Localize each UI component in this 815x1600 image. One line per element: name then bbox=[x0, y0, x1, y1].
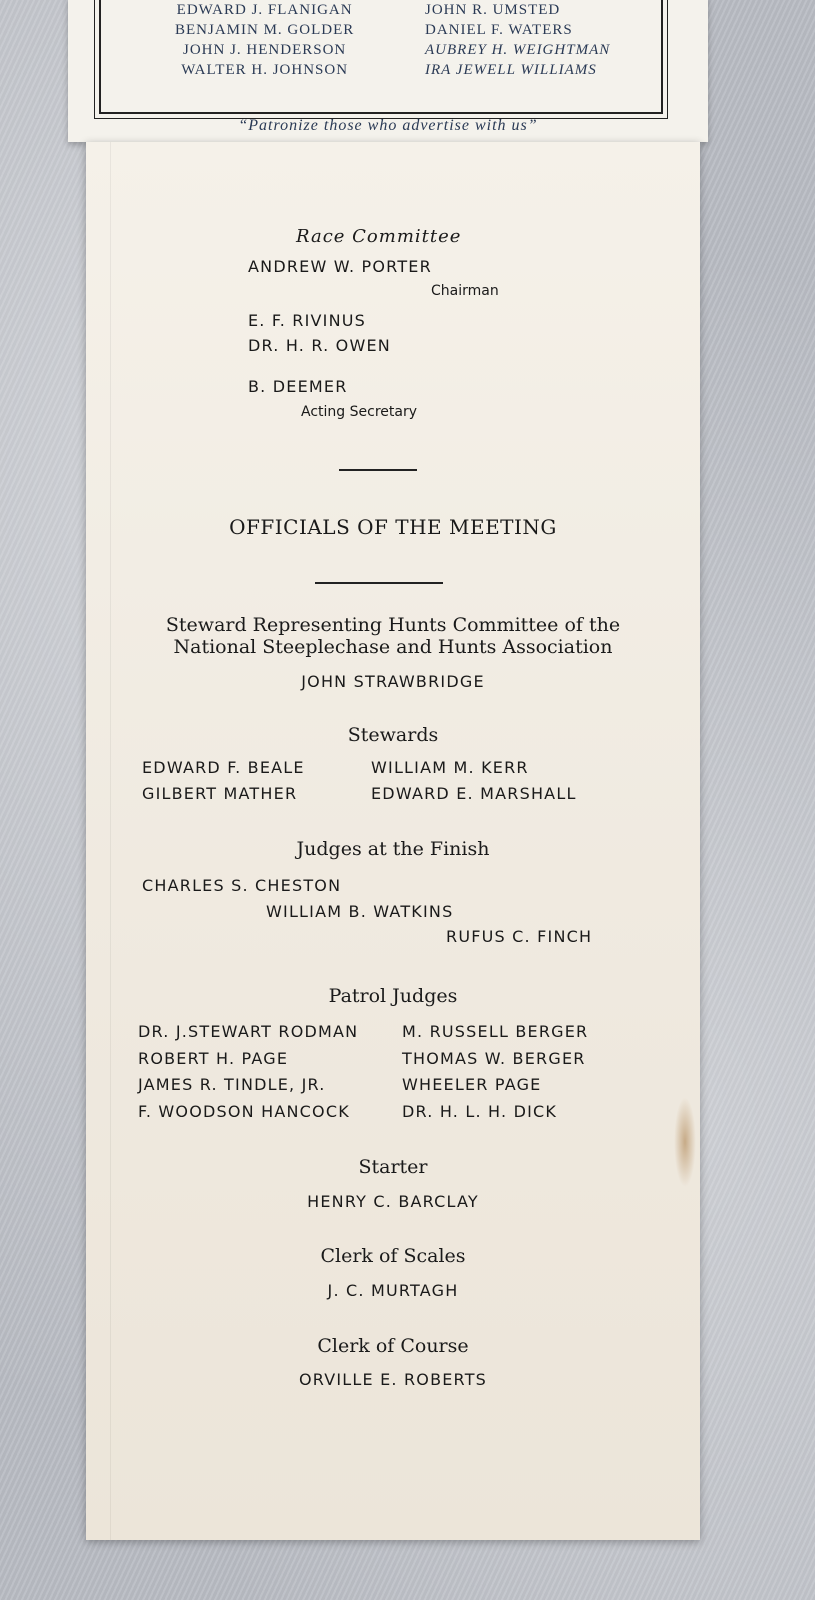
flap-name: AUBREY H. WEIGHTMAN bbox=[425, 42, 611, 58]
patrol-judge-name: DR. H. L. H. DICK bbox=[402, 1102, 558, 1121]
secretary-name: B. DEEMER bbox=[248, 377, 348, 396]
steward-rep-name: JOHN STRAWBRIDGE bbox=[301, 672, 485, 691]
starter-name: HENRY C. BARCLAY bbox=[307, 1192, 479, 1211]
steward-rep-heading: National Steeplechase and Hunts Association bbox=[173, 636, 613, 658]
chairman-name: ANDREW W. PORTER bbox=[248, 257, 432, 276]
patrol-judge-name: ROBERT H. PAGE bbox=[138, 1049, 289, 1068]
steward-name: EDWARD E. MARSHALL bbox=[371, 784, 577, 803]
patrol-judge-name: THOMAS W. BERGER bbox=[402, 1049, 586, 1068]
judges-heading: Judges at the Finish bbox=[296, 838, 490, 860]
patrol-judge-name: DR. J.STEWART RODMAN bbox=[138, 1022, 359, 1041]
steward-name: EDWARD F. BEALE bbox=[142, 758, 305, 777]
committee-member: DR. H. R. OWEN bbox=[248, 336, 391, 355]
flap-name: IRA JEWELL WILLIAMS bbox=[425, 62, 597, 78]
patrol-judge-name: WHEELER PAGE bbox=[402, 1075, 542, 1094]
flap-name: BENJAMIN M. GOLDER bbox=[175, 22, 355, 38]
clerk-scales-name: J. C. MURTAGH bbox=[327, 1281, 459, 1300]
steward-name: WILLIAM M. KERR bbox=[371, 758, 529, 777]
flap-border bbox=[94, 0, 668, 119]
race-committee-heading: Race Committee bbox=[296, 226, 462, 247]
patrol-judges-heading: Patrol Judges bbox=[328, 985, 458, 1007]
chairman-title: Chairman bbox=[431, 283, 499, 299]
flap-name: EDWARD J. FLANIGAN bbox=[176, 2, 353, 18]
flap-name: DANIEL F. WATERS bbox=[425, 22, 573, 38]
stewards-heading: Stewards bbox=[347, 724, 439, 746]
patrol-judge-name: M. RUSSELL BERGER bbox=[402, 1022, 589, 1041]
divider-rule bbox=[315, 582, 443, 584]
top-flap bbox=[68, 0, 708, 142]
steward-name: GILBERT MATHER bbox=[142, 784, 298, 803]
judge-name: RUFUS C. FINCH bbox=[446, 927, 593, 946]
judge-name: WILLIAM B. WATKINS bbox=[266, 902, 454, 921]
clerk-course-heading: Clerk of Course bbox=[317, 1335, 469, 1357]
flap-name: JOHN J. HENDERSON bbox=[182, 42, 347, 58]
starter-heading: Starter bbox=[358, 1156, 428, 1178]
clerk-scales-heading: Clerk of Scales bbox=[320, 1245, 466, 1267]
secretary-title: Acting Secretary bbox=[301, 404, 417, 420]
clerk-course-name: ORVILLE E. ROBERTS bbox=[298, 1370, 488, 1389]
divider-rule bbox=[339, 469, 417, 471]
patrol-judge-name: F. WOODSON HANCOCK bbox=[138, 1102, 350, 1121]
flap-names-right bbox=[425, 0, 610, 80]
flap-tagline: “Patronize those who advertise with us” bbox=[238, 117, 538, 134]
flap-names-left bbox=[175, 0, 354, 80]
program-page bbox=[86, 142, 700, 1540]
flap-name: JOHN R. UMSTED bbox=[425, 2, 561, 18]
flap-name: WALTER H. JOHNSON bbox=[181, 62, 349, 78]
officials-heading: OFFICIALS OF THE MEETING bbox=[229, 515, 557, 539]
committee-member: E. F. RIVINUS bbox=[248, 311, 367, 330]
steward-rep-heading: Steward Representing Hunts Committee of the bbox=[165, 614, 621, 636]
patrol-judge-name: JAMES R. TINDLE, JR. bbox=[138, 1075, 326, 1094]
judge-name: CHARLES S. CHESTON bbox=[142, 876, 342, 895]
